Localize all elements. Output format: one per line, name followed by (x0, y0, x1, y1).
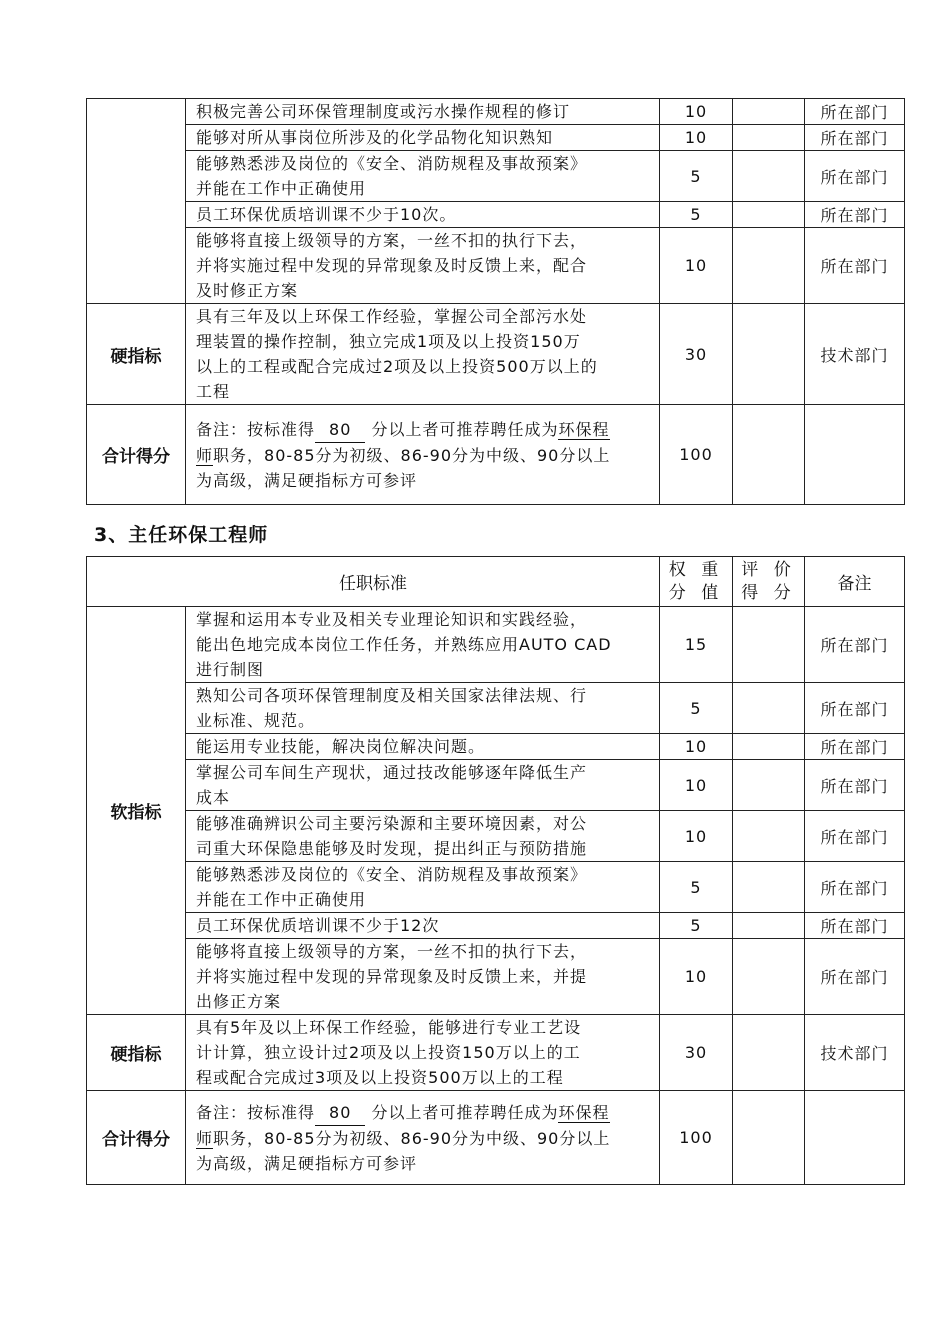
header-weight-line: 权 重 (668, 559, 724, 580)
criteria-text (186, 760, 660, 811)
note-value: 所在部门 (805, 683, 905, 734)
note-value: 所在部门 (805, 939, 905, 1015)
indicator-table-continued (86, 98, 905, 505)
weight-value: 15 (660, 607, 733, 683)
score-value (733, 760, 805, 811)
remark-text (186, 405, 660, 505)
note-value (805, 1091, 905, 1185)
criteria-line: 能出色地完成本岗位工作任务，并熟练应用AUTO CAD (196, 635, 612, 654)
total-weight: 100 (660, 405, 733, 505)
criteria-line: 程或配合完成过3项及以上投资500万以上的工程 (196, 1068, 564, 1087)
score-value (733, 99, 805, 125)
category-cell-continued (87, 99, 186, 304)
header-score-line: 得 分 (741, 582, 796, 603)
criteria-text: 员工环保优质培训课不少于12次 (186, 913, 660, 939)
score-value (733, 1091, 805, 1185)
note-value (805, 405, 905, 505)
criteria-line: 熟知公司各项环保管理制度及相关国家法律法规、行 (196, 686, 588, 705)
criteria-line: 掌握和运用本专业及相关专业理论知识和实践经验， (196, 610, 588, 629)
table-row (87, 811, 905, 862)
score-value (733, 734, 805, 760)
table-row-total (87, 405, 905, 505)
remark-prefix: 备注：按标准得 (196, 1102, 316, 1122)
table-row (87, 228, 905, 304)
criteria-line: 能够准确辨识公司主要污染源和主要环境因素，对公 (196, 814, 588, 833)
section-title: 3、主任环保工程师 (94, 524, 269, 546)
note-value: 所在部门 (805, 99, 905, 125)
criteria-line: 能够熟悉涉及岗位的《安全、消防规程及事故预案》 (196, 154, 588, 173)
criteria-text (186, 862, 660, 913)
table-row-total (87, 1091, 905, 1185)
criteria-line: 及时修正方案 (196, 281, 299, 300)
table-row (87, 760, 905, 811)
table-row (87, 939, 905, 1015)
criteria-line: 具有5年及以上环保工作经验，能够进行专业工艺设 (196, 1018, 582, 1037)
note-value: 所在部门 (805, 811, 905, 862)
score-value (733, 202, 805, 228)
remark-grades: 职务，80-85分为初级、86-90分为中级、90分以上 (213, 1128, 611, 1148)
weight-value: 5 (660, 862, 733, 913)
header-score (733, 557, 805, 607)
weight-value: 10 (660, 228, 733, 304)
remark-middle: 分以上者可推荐聘任成为 (371, 1102, 559, 1122)
criteria-line: 能够将直接上级领导的方案，一丝不扣的执行下去， (196, 231, 588, 250)
criteria-line: 工程 (196, 382, 231, 401)
weight-value: 5 (660, 202, 733, 228)
note-value: 所在部门 (805, 760, 905, 811)
note-value: 技术部门 (805, 1015, 905, 1091)
weight-value: 10 (660, 939, 733, 1015)
criteria-text (186, 939, 660, 1015)
score-value (733, 811, 805, 862)
weight-value: 10 (660, 99, 733, 125)
remark-grades: 职务，80-85分为初级、86-90分为中级、90分以上 (213, 445, 611, 465)
criteria-text (186, 151, 660, 202)
criteria-line: 进行制图 (196, 660, 265, 679)
score-value (733, 405, 805, 505)
note-value: 技术部门 (805, 304, 905, 405)
table-row (87, 913, 905, 939)
title-underlined-end: 师 (196, 1128, 214, 1148)
score-value (733, 1015, 805, 1091)
remark-line (196, 417, 651, 443)
note-value: 所在部门 (805, 607, 905, 683)
table-row-hard (87, 304, 905, 405)
score-value (733, 228, 805, 304)
score-value (733, 607, 805, 683)
criteria-text (186, 304, 660, 405)
weight-value: 30 (660, 1015, 733, 1091)
remark-prefix: 备注：按标准得 (196, 419, 316, 439)
title-underlined-end: 师 (196, 445, 214, 465)
weight-value: 5 (660, 151, 733, 202)
criteria-line: 并能在工作中正确使用 (196, 890, 367, 909)
header-weight (660, 557, 733, 607)
note-value: 所在部门 (805, 734, 905, 760)
note-value: 所在部门 (805, 228, 905, 304)
note-value: 所在部门 (805, 913, 905, 939)
score-value (733, 683, 805, 734)
score-value (733, 125, 805, 151)
criteria-text: 积极完善公司环保管理制度或污水操作规程的修订 (186, 99, 660, 125)
weight-value: 30 (660, 304, 733, 405)
category-label-soft: 软指标 (87, 607, 186, 1015)
criteria-text (186, 607, 660, 683)
header-weight-line: 分 值 (668, 582, 724, 603)
category-label-total: 合计得分 (87, 405, 186, 505)
score-value (733, 151, 805, 202)
title-underlined: 环保程 (558, 1102, 610, 1122)
criteria-line: 具有三年及以上环保工作经验，掌握公司全部污水处 (196, 307, 588, 326)
header-criteria: 任职标准 (87, 557, 660, 607)
table-header-row (87, 557, 905, 607)
criteria-line: 理装置的操作控制，独立完成1项及以上投资150万 (196, 332, 581, 351)
criteria-text: 员工环保优质培训课不少于10次。 (186, 202, 660, 228)
total-weight: 100 (660, 1091, 733, 1185)
criteria-text: 能运用专业技能，解决岗位解决问题。 (186, 734, 660, 760)
criteria-line: 计计算，独立设计过2项及以上投资150万以上的工 (196, 1043, 581, 1062)
weight-value: 10 (660, 760, 733, 811)
remark-line (196, 1126, 651, 1151)
note-value: 所在部门 (805, 862, 905, 913)
remark-line: 为高级，满足硬指标方可参评 (196, 1153, 418, 1173)
threshold-blank: 80 (315, 417, 365, 443)
header-score-line: 评 价 (741, 559, 796, 580)
criteria-line: 以上的工程或配合完成过2项及以上投资500万以上的 (196, 357, 598, 376)
criteria-text (186, 1015, 660, 1091)
criteria-line: 并将实施过程中发现的异常现象及时反馈上来，并提 (196, 967, 588, 986)
table-row (87, 862, 905, 913)
score-value (733, 304, 805, 405)
weight-value: 5 (660, 683, 733, 734)
criteria-text: 能够对所从事岗位所涉及的化学品物化知识熟知 (186, 125, 660, 151)
note-value: 所在部门 (805, 151, 905, 202)
criteria-text (186, 683, 660, 734)
table-row (87, 734, 905, 760)
category-label-hard: 硬指标 (87, 304, 186, 405)
weight-value: 10 (660, 734, 733, 760)
criteria-line: 能够熟悉涉及岗位的《安全、消防规程及事故预案》 (196, 865, 588, 884)
weight-value: 10 (660, 811, 733, 862)
criteria-line: 掌握公司车间生产现状，通过技改能够逐年降低生产 (196, 763, 588, 782)
table-row-hard (87, 1015, 905, 1091)
remark-line: 为高级，满足硬指标方可参评 (196, 470, 418, 490)
title-underlined: 环保程 (558, 419, 610, 439)
criteria-line: 业标准、规范。 (196, 711, 316, 730)
weight-value: 5 (660, 913, 733, 939)
score-value (733, 862, 805, 913)
threshold-blank: 80 (315, 1100, 365, 1126)
note-value: 所在部门 (805, 202, 905, 228)
remark-middle: 分以上者可推荐聘任成为 (371, 419, 559, 439)
criteria-line: 司重大环保隐患能够及时发现，提出纠正与预防措施 (196, 839, 588, 858)
criteria-line: 并能在工作中正确使用 (196, 179, 367, 198)
remark-line (196, 443, 651, 468)
indicator-table-chief-engineer (86, 556, 905, 1185)
remark-text (186, 1091, 660, 1185)
note-value: 所在部门 (805, 125, 905, 151)
header-note: 备注 (805, 557, 905, 607)
table-row (87, 683, 905, 734)
category-label-hard: 硬指标 (87, 1015, 186, 1091)
table-row (87, 202, 905, 228)
table-row (87, 125, 905, 151)
criteria-line: 出修正方案 (196, 992, 282, 1011)
category-label-total: 合计得分 (87, 1091, 186, 1185)
criteria-line: 成本 (196, 788, 231, 807)
score-value (733, 939, 805, 1015)
remark-line (196, 1100, 651, 1126)
table-row (87, 607, 905, 683)
criteria-line: 并将实施过程中发现的异常现象及时反馈上来，配合 (196, 256, 588, 275)
weight-value: 10 (660, 125, 733, 151)
criteria-line: 能够将直接上级领导的方案，一丝不扣的执行下去， (196, 942, 588, 961)
criteria-text (186, 228, 660, 304)
table-row (87, 99, 905, 125)
score-value (733, 913, 805, 939)
criteria-text (186, 811, 660, 862)
table-row (87, 151, 905, 202)
